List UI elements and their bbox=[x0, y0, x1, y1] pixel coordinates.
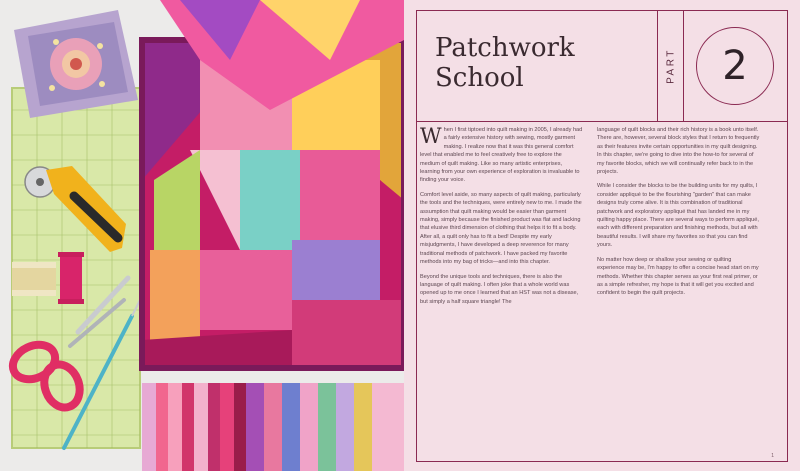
part-label-cell bbox=[658, 11, 684, 122]
chapter-opener-page bbox=[404, 0, 800, 471]
part-label: PART bbox=[665, 48, 676, 84]
title-cell bbox=[417, 11, 658, 122]
chapter-title: Patchwork School bbox=[435, 33, 575, 93]
paragraph: Beyond the unique tools and techniques, there is also the language of quilt making. I often joke that a whole world was opened up to me once I learned that an HST was not a disease, but simply a half square triangle! The bbox=[420, 273, 579, 305]
drop-cap: W bbox=[420, 124, 442, 148]
text-column-right bbox=[597, 126, 760, 312]
paragraph bbox=[420, 126, 583, 185]
paragraph: Comfort level aside, so many aspects of quilt making, particularly the tools and the techniques, were entirely new to me. I made the assumption that quilt making would be easier than garment making, simply because the finished product was flat and lacking that elusive third dimension of clothing that helps it to fit a body. After all, a quilt only has to fit a bed! Despite my early misjudgments, I have developed a deep reverence for many traditional methods of patchwork. I have packed my favorite methods into my bag of tricks—and into this chapter. bbox=[420, 191, 582, 266]
paragraph: While I consider the blocks to be the building units for my quilts, I consider appliqué to be the flourishing "garden" that can make designs truly come alive. It is this combination of traditional patchwork and exploratory appliqué that has landed me in my quilting happy place. There are several ways to perform appliqué, each with different preparation and finishing methods, but all with beautiful results. I will share my favorites so that you can find yours. bbox=[597, 183, 759, 249]
pincushion bbox=[14, 10, 138, 118]
part-number: 2 bbox=[722, 43, 748, 89]
fabric-stack bbox=[142, 383, 404, 471]
part-number-circle bbox=[696, 27, 774, 105]
paragraph: No matter how deep or shallow your sewing or quilting experience may be, I'm happy to offer a concise head start on my methods. Whether this chapter serves as your first real primer, or as a simple refresher, my hope is that it will get you excited and confident to begin the quilt projects. bbox=[597, 256, 759, 297]
quilt bbox=[142, 0, 404, 368]
paragraph: language of quilt blocks and their rich history is a book unto itself. There are, however, several block styles that I return to frequently as their features invite certain opportunities in my quilt designing. In this chapter, we're going to dive into the how-to for several of my favorite blocks, which we will continually refer back to in the projects. bbox=[597, 127, 760, 176]
text-column-left bbox=[420, 126, 583, 312]
page-number: 1 bbox=[771, 453, 774, 459]
paragraph-text: hen I first tiptoed into quilt making in 2005, I already had a fairly extensive history with sewing, mostly garment making. I realize now that it was this general comfort level that enabled me to feel creatively free to explore the medium of quilt making. Like so many artistic enterprises, learning from your own experience of exploration is invaluable to finding your voice. bbox=[420, 127, 583, 184]
body-text bbox=[420, 126, 760, 312]
part-number-cell bbox=[684, 11, 787, 122]
